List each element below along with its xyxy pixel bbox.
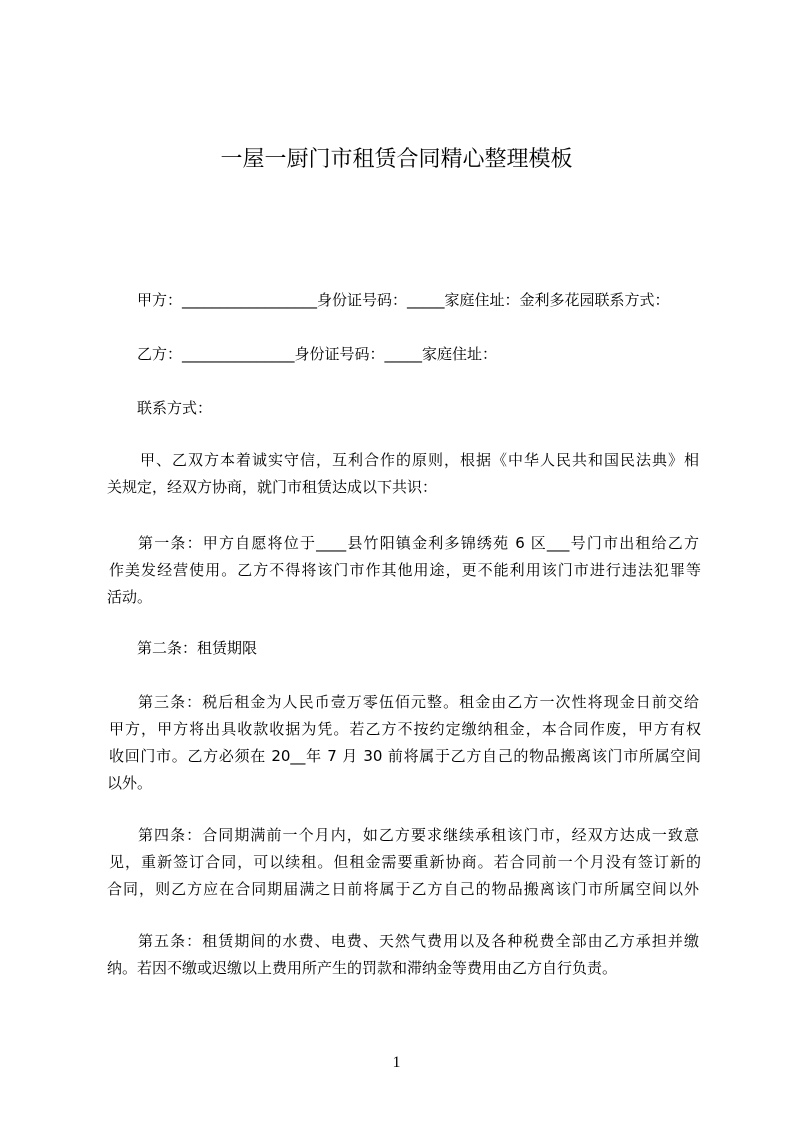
article-3-line: 甲方，甲方将出具收款收据为凭。若乙方不按约定缴纳租金，本合同作废，甲方有权 (109, 720, 701, 738)
article-5-line: 第五条：租赁期间的水费、电费、天然气费用以及各种税费全部由乙方承担并缴 (138, 932, 699, 950)
intro-line: 甲、乙双方本着诚实守信，互利合作的原则，根据《中华人民共和国民法典》相 (140, 451, 699, 469)
article-4-line: 合同，则乙方应在合同期届满之日前将属于乙方自己的物品搬离该门市所属空间以外 (107, 880, 699, 898)
contact-line: 联系方式： (137, 399, 213, 417)
article-5-line: 纳。若因不缴或迟缴以上费用所产生的罚款和滞纳金等费用由乙方自行负责。 (107, 959, 618, 977)
intro-line: 关规定，经双方协商，就门市租赁达成以下共识： (107, 478, 438, 496)
article-1-line: 第一条：甲方自愿将位于____县竹阳镇金利多锦绣苑 6 区___号门市出租给乙方 (138, 534, 699, 552)
article-2-line: 第二条：租赁期限 (137, 639, 258, 657)
article-3-line: 第三条：税后租金为人民币壹万零伍佰元整。租金由乙方一次性将现金日前交给 (138, 693, 699, 711)
article-1-line: 活动。 (107, 588, 153, 606)
article-1-line: 作美发经营使用。乙方不得将该门市作其他用途，更不能利用该门市进行违法犯罪等 (109, 561, 701, 579)
document-title: 一屋一厨门市租赁合同精心整理模板 (220, 147, 573, 172)
article-3-line: 以外。 (107, 774, 153, 792)
party-a-line: 甲方：__________________身份证号码：_____家庭住址：金利多花园联系方式： (137, 291, 670, 309)
page-number: 1 (392, 1054, 401, 1071)
article-4-line: 见，重新签订合同，可以续租。但租金需要重新协商。若合同前一个月没有签订新的 (109, 853, 701, 871)
article-3-line: 收回门市。乙方必须在 20__年 7 月 30 前将属于乙方自己的物品搬离该门市所属空间 (109, 747, 701, 765)
article-4-line: 第四条：合同期满前一个月内，如乙方要求继续承租该门市，经双方达成一致意 (138, 826, 699, 844)
party-b-line: 乙方：_______________身份证号码：_____家庭住址： (137, 345, 498, 363)
